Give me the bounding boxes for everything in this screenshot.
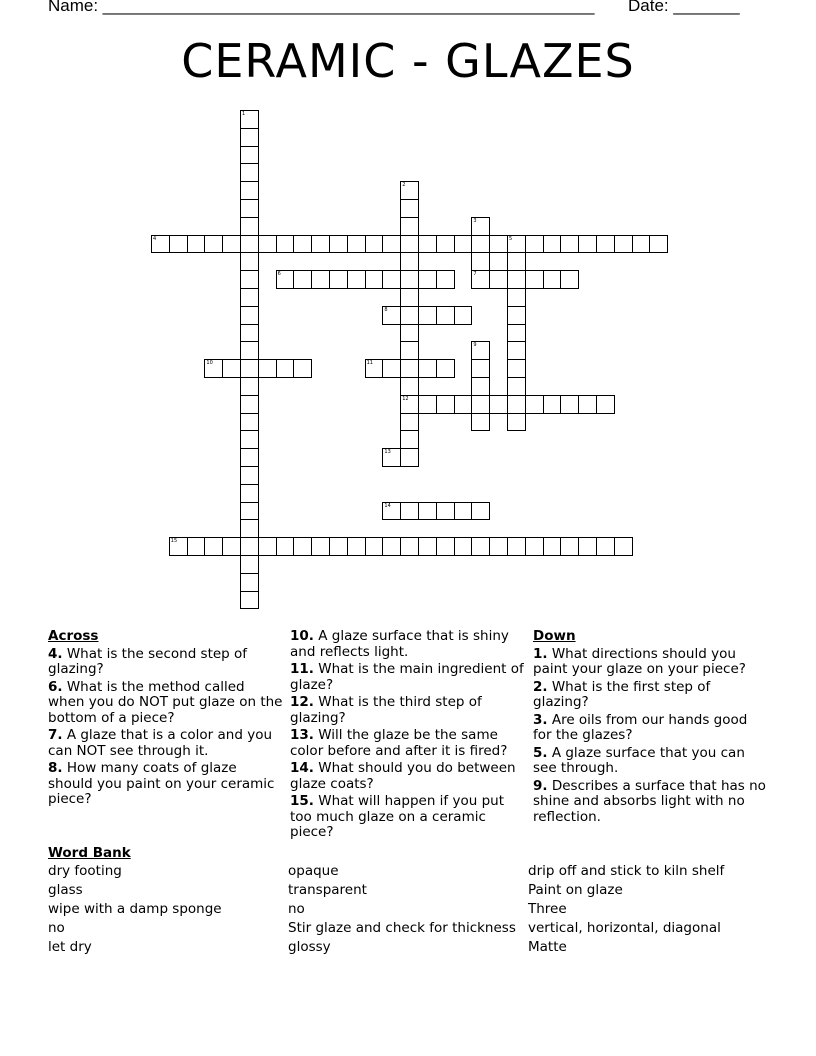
crossword-cell[interactable] bbox=[382, 448, 401, 467]
crossword-cell[interactable] bbox=[560, 235, 579, 254]
crossword-cell[interactable] bbox=[258, 235, 277, 254]
crossword-cell[interactable] bbox=[489, 537, 508, 556]
crossword-cell[interactable] bbox=[507, 288, 526, 307]
crossword-cell[interactable] bbox=[436, 306, 455, 325]
crossword-cell[interactable] bbox=[276, 537, 295, 556]
crossword-cell[interactable] bbox=[400, 199, 419, 218]
crossword-cell[interactable] bbox=[596, 235, 615, 254]
word-bank-column-3 bbox=[528, 862, 724, 957]
crossword-cell[interactable] bbox=[400, 217, 419, 236]
crossword-cell[interactable] bbox=[276, 235, 295, 254]
crossword-cell[interactable] bbox=[400, 413, 419, 432]
crossword-cell[interactable] bbox=[382, 270, 401, 289]
crossword-cell[interactable] bbox=[240, 235, 259, 254]
crossword-cell[interactable] bbox=[632, 235, 651, 254]
clue-number: 12 bbox=[402, 395, 409, 402]
crossword-cell[interactable] bbox=[204, 359, 223, 378]
clue-across-11: 11. What is the main ingredient of glaze? bbox=[290, 661, 524, 693]
crossword-cell[interactable] bbox=[507, 359, 526, 378]
crossword-cell[interactable] bbox=[169, 537, 188, 556]
crossword-cell[interactable] bbox=[204, 235, 223, 254]
crossword-cell[interactable] bbox=[418, 359, 437, 378]
crossword-cell[interactable] bbox=[276, 270, 295, 289]
crossword-cell[interactable] bbox=[578, 537, 597, 556]
crossword-cell[interactable] bbox=[240, 519, 259, 538]
crossword-cell[interactable] bbox=[240, 288, 259, 307]
crossword-cell[interactable] bbox=[454, 395, 473, 414]
crossword-cell[interactable] bbox=[400, 359, 419, 378]
crossword-cell[interactable] bbox=[311, 270, 330, 289]
crossword-cell[interactable] bbox=[507, 413, 526, 432]
word-bank-item: drip off and stick to kiln shelf bbox=[528, 863, 725, 879]
clue-down-2: 2. What is the first step of glazing? bbox=[533, 678, 711, 710]
crossword-cell[interactable] bbox=[614, 235, 633, 254]
crossword-cell[interactable] bbox=[400, 537, 419, 556]
crossword-cell[interactable] bbox=[614, 537, 633, 556]
date-line: Date: _______ bbox=[628, 0, 740, 15]
crossword-cell[interactable] bbox=[382, 359, 401, 378]
crossword-cell[interactable] bbox=[525, 395, 544, 414]
clue-across-6: 6. What is the method called when you do NOT put glaze on the bottom of a piece? bbox=[48, 678, 283, 726]
crossword-cell[interactable] bbox=[169, 235, 188, 254]
word-bank-heading: Word Bank bbox=[48, 845, 131, 861]
crossword-cell[interactable] bbox=[525, 235, 544, 254]
crossword-cell[interactable] bbox=[382, 502, 401, 521]
crossword-cell[interactable] bbox=[596, 395, 615, 414]
crossword-cell[interactable] bbox=[240, 466, 259, 485]
crossword-cell[interactable] bbox=[507, 377, 526, 396]
clue-across-15: 15. What will happen if you put too much glaze on a ceramic piece? bbox=[290, 793, 504, 840]
crossword-cell[interactable] bbox=[329, 270, 348, 289]
crossword-cell[interactable] bbox=[347, 270, 366, 289]
crossword-cell[interactable] bbox=[240, 128, 259, 147]
word-bank-item: vertical, horizontal, diagonal bbox=[528, 920, 721, 936]
crossword-cell[interactable] bbox=[400, 288, 419, 307]
crossword-cell[interactable] bbox=[222, 235, 241, 254]
crossword-cell[interactable] bbox=[240, 430, 259, 449]
clue-down-3: 3. Are oils from our hands good for the glazes? bbox=[533, 711, 748, 743]
crossword-cell[interactable] bbox=[240, 413, 259, 432]
crossword-cell[interactable] bbox=[293, 270, 312, 289]
clue-down-9: 9. Describes a surface that has no shine and absorbs light with no reflection. bbox=[533, 777, 766, 825]
page-title: CERAMIC - GLAZES bbox=[181, 34, 635, 88]
crossword-cell[interactable] bbox=[347, 235, 366, 254]
crossword-cell[interactable] bbox=[436, 270, 455, 289]
crossword-cell[interactable] bbox=[347, 537, 366, 556]
crossword-cell[interactable] bbox=[382, 537, 401, 556]
crossword-cell[interactable] bbox=[543, 537, 562, 556]
word-bank-item: glossy bbox=[288, 939, 331, 955]
crossword-cell[interactable] bbox=[471, 270, 490, 289]
crossword-cell[interactable] bbox=[240, 341, 259, 360]
crossword-cell[interactable] bbox=[240, 359, 259, 378]
crossword-cell[interactable] bbox=[240, 324, 259, 343]
crossword-cell[interactable] bbox=[382, 235, 401, 254]
crossword-cell[interactable] bbox=[240, 252, 259, 271]
crossword-cell[interactable] bbox=[507, 270, 526, 289]
word-bank-item: Stir glaze and check for thickness bbox=[288, 920, 516, 936]
crossword-cell[interactable] bbox=[311, 537, 330, 556]
crossword-cell[interactable] bbox=[222, 359, 241, 378]
word-bank-column-2 bbox=[288, 862, 516, 957]
word-bank-item: dry footing bbox=[48, 863, 122, 879]
crossword-cell[interactable] bbox=[400, 324, 419, 343]
crossword-cell[interactable] bbox=[240, 163, 259, 182]
word-bank-item: no bbox=[288, 901, 305, 917]
crossword-cell[interactable] bbox=[329, 235, 348, 254]
clue-across-4: 4. What is the second step of glazing? bbox=[48, 645, 248, 677]
crossword-cell[interactable] bbox=[543, 395, 562, 414]
clue-number: 14 bbox=[384, 502, 391, 509]
across-clues-column-2 bbox=[290, 629, 525, 843]
crossword-cell[interactable] bbox=[649, 235, 668, 254]
word-bank-item: let dry bbox=[48, 939, 92, 955]
crossword-cell[interactable] bbox=[293, 537, 312, 556]
crossword-cell[interactable] bbox=[418, 270, 437, 289]
down-clues-column bbox=[533, 629, 768, 827]
clue-across-12: 12. What is the third step of glazing? bbox=[290, 694, 482, 726]
crossword-cell[interactable] bbox=[240, 484, 259, 503]
word-bank-item: Three bbox=[528, 901, 567, 917]
crossword-cell[interactable] bbox=[507, 235, 526, 254]
clue-across-14: 14. What should you do between glaze coats? bbox=[290, 760, 516, 792]
crossword-cell[interactable] bbox=[365, 270, 384, 289]
word-bank-item: Matte bbox=[528, 939, 567, 955]
crossword-cell[interactable] bbox=[365, 359, 384, 378]
crossword-cell[interactable] bbox=[454, 502, 473, 521]
crossword-cell[interactable] bbox=[489, 270, 508, 289]
name-line: Name: ____________________________________________________ bbox=[48, 0, 595, 15]
crossword-cell[interactable] bbox=[240, 306, 259, 325]
crossword-cell[interactable] bbox=[578, 395, 597, 414]
clue-number: 7 bbox=[473, 271, 477, 278]
crossword-cell[interactable] bbox=[507, 537, 526, 556]
crossword-cell[interactable] bbox=[400, 306, 419, 325]
clue-across-13: 13. Will the glaze be the same color before and after it is fired? bbox=[290, 727, 508, 759]
crossword-cell[interactable] bbox=[418, 235, 437, 254]
crossword-cell[interactable] bbox=[471, 235, 490, 254]
word-bank-item: wipe with a damp sponge bbox=[48, 901, 222, 917]
crossword-cell[interactable] bbox=[525, 537, 544, 556]
crossword-cell[interactable] bbox=[311, 235, 330, 254]
crossword-cell[interactable] bbox=[560, 270, 579, 289]
crossword-cell[interactable] bbox=[240, 555, 259, 574]
crossword-cell[interactable] bbox=[240, 573, 259, 592]
crossword-cell[interactable] bbox=[471, 359, 490, 378]
crossword-cell[interactable] bbox=[240, 591, 259, 610]
word-bank-column-1 bbox=[48, 862, 222, 957]
clue-number: 6 bbox=[277, 271, 281, 278]
clue-across-10: 10. A glaze surface that is shiny and reflects light. bbox=[290, 628, 509, 660]
crossword-cell[interactable] bbox=[400, 377, 419, 396]
crossword-cell[interactable] bbox=[240, 217, 259, 236]
crossword-cell[interactable] bbox=[418, 395, 437, 414]
crossword-cell[interactable] bbox=[507, 306, 526, 325]
crossword-cell[interactable] bbox=[400, 502, 419, 521]
crossword-cell[interactable] bbox=[240, 537, 259, 556]
crossword-cell[interactable] bbox=[454, 235, 473, 254]
crossword-cell[interactable] bbox=[400, 270, 419, 289]
crossword-cell[interactable] bbox=[240, 270, 259, 289]
crossword-cell[interactable] bbox=[471, 252, 490, 271]
crossword-cell[interactable] bbox=[293, 359, 312, 378]
crossword-cell[interactable] bbox=[543, 235, 562, 254]
crossword-cell[interactable] bbox=[204, 537, 223, 556]
word-bank-item: transparent bbox=[288, 882, 367, 898]
crossword-cell[interactable] bbox=[418, 306, 437, 325]
crossword-cell[interactable] bbox=[471, 413, 490, 432]
crossword-cell[interactable] bbox=[471, 377, 490, 396]
crossword-cell[interactable] bbox=[365, 537, 384, 556]
crossword-cell[interactable] bbox=[240, 181, 259, 200]
word-bank-item: opaque bbox=[288, 863, 339, 879]
crossword-cell[interactable] bbox=[471, 395, 490, 414]
crossword-cell[interactable] bbox=[400, 395, 419, 414]
clue-number: 11 bbox=[366, 360, 373, 367]
clue-down-1: 1. What directions should you paint your glaze on your piece? bbox=[533, 645, 746, 677]
clue-across-8: 8. How many coats of glaze should you paint on your ceramic piece? bbox=[48, 760, 275, 807]
clue-number: 1 bbox=[242, 111, 246, 117]
crossword-cell[interactable] bbox=[471, 537, 490, 556]
crossword-cell[interactable] bbox=[489, 395, 508, 414]
crossword-cell[interactable] bbox=[240, 502, 259, 521]
crossword-cell[interactable] bbox=[436, 395, 455, 414]
crossword-cell[interactable] bbox=[507, 324, 526, 343]
clue-number: 9 bbox=[473, 342, 477, 349]
crossword-cell[interactable] bbox=[436, 502, 455, 521]
crossword-cell[interactable] bbox=[471, 341, 490, 360]
down-heading: Down bbox=[533, 628, 576, 644]
crossword-cell[interactable] bbox=[329, 537, 348, 556]
clue-across-7: 7. A glaze that is a color and you can NOT see through it. bbox=[48, 727, 273, 759]
crossword-cell[interactable] bbox=[471, 502, 490, 521]
crossword-cell[interactable] bbox=[240, 377, 259, 396]
clue-down-5: 5. A glaze surface that you can see through. bbox=[533, 744, 745, 776]
crossword-cell[interactable] bbox=[293, 235, 312, 254]
crossword-cell[interactable] bbox=[560, 537, 579, 556]
crossword-cell[interactable] bbox=[400, 430, 419, 449]
crossword-cell[interactable] bbox=[400, 181, 419, 200]
crossword-cell[interactable] bbox=[187, 537, 206, 556]
clue-number: 2 bbox=[402, 182, 406, 189]
crossword-cell[interactable] bbox=[382, 306, 401, 325]
crossword-cell[interactable] bbox=[400, 341, 419, 360]
crossword-cell[interactable] bbox=[596, 537, 615, 556]
clue-number: 5 bbox=[509, 235, 513, 242]
crossword-cell[interactable] bbox=[400, 235, 419, 254]
crossword-cell[interactable] bbox=[436, 537, 455, 556]
crossword-cell[interactable] bbox=[222, 537, 241, 556]
crossword-cell[interactable] bbox=[418, 502, 437, 521]
crossword-cell[interactable] bbox=[258, 359, 277, 378]
clue-number: 10 bbox=[206, 360, 213, 367]
crossword-cell[interactable] bbox=[436, 235, 455, 254]
crossword-cell[interactable] bbox=[400, 252, 419, 271]
word-bank-item: Paint on glaze bbox=[528, 882, 623, 898]
crossword-cell[interactable] bbox=[240, 110, 259, 129]
crossword-cell[interactable] bbox=[454, 306, 473, 325]
across-clues-column-1 bbox=[48, 629, 283, 810]
crossword-cell[interactable] bbox=[240, 199, 259, 218]
word-bank-item: glass bbox=[48, 882, 83, 898]
crossword-cell[interactable] bbox=[507, 395, 526, 414]
across-heading: Across bbox=[48, 628, 99, 644]
crossword-cell[interactable] bbox=[400, 448, 419, 467]
crossword-cell[interactable] bbox=[525, 270, 544, 289]
crossword-cell[interactable] bbox=[507, 252, 526, 271]
crossword-cell[interactable] bbox=[258, 537, 277, 556]
clue-number: 3 bbox=[473, 217, 477, 224]
clue-number: 8 bbox=[384, 306, 388, 313]
crossword-cell[interactable] bbox=[578, 235, 597, 254]
crossword-cell[interactable] bbox=[436, 359, 455, 378]
crossword-cell[interactable] bbox=[560, 395, 579, 414]
crossword-cell[interactable] bbox=[187, 235, 206, 254]
clue-number: 15 bbox=[170, 538, 178, 545]
clue-number: 4 bbox=[153, 235, 157, 242]
crossword-cell[interactable] bbox=[151, 235, 170, 254]
crossword-cell[interactable] bbox=[489, 235, 508, 254]
crossword-cell[interactable] bbox=[240, 395, 259, 414]
crossword-cell[interactable] bbox=[543, 270, 562, 289]
crossword-cell[interactable] bbox=[507, 341, 526, 360]
crossword-cell[interactable] bbox=[471, 217, 490, 236]
crossword-cell[interactable] bbox=[240, 448, 259, 467]
crossword-cell[interactable] bbox=[418, 537, 437, 556]
word-bank-item: no bbox=[48, 920, 65, 936]
crossword-cell[interactable] bbox=[365, 235, 384, 254]
crossword-cell[interactable] bbox=[240, 146, 259, 165]
clue-number: 13 bbox=[384, 449, 391, 456]
crossword-cell[interactable] bbox=[454, 537, 473, 556]
crossword-cell[interactable] bbox=[276, 359, 295, 378]
